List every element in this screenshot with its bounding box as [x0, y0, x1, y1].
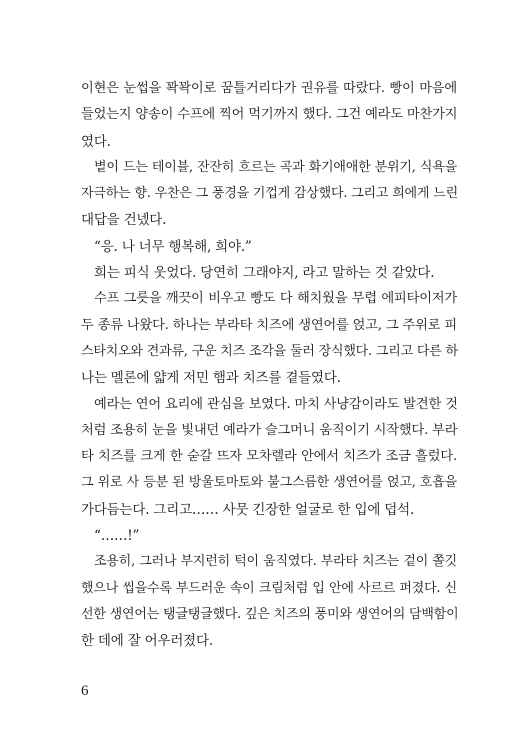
- text-line: 수프 그릇을 깨끗이 비우고 빵도 다 해치웠을 무렵 에피타이저가: [94, 291, 457, 307]
- text-line: 했으나 씹을수록 부드러운 속이 크림처럼 입 안에 사르르 퍼졌다. 신: [81, 580, 457, 596]
- text-line: 나는 멜론에 얇게 저민 햄과 치즈를 곁들였다.: [81, 370, 341, 387]
- text-line: 이현은 눈썹을 꽉꽉이로 꿈틀거리다가 권유를 따랐다. 빵이 마음에: [81, 81, 457, 96]
- text-line: 선한 생연어는 탱글탱글했다. 깊은 치즈의 풍미와 생연어의 담백함이: [81, 606, 459, 622]
- text-line: 가다듬는다. 그리고…… 사뭇 긴장한 얼굴로 한 입에 덥석.: [81, 501, 415, 518]
- text-line: 자극하는 향. 우찬은 그 풍경을 기껍게 감상했다. 그리고 희에게 느린: [81, 186, 458, 202]
- text-line: “응. 나 너무 행복해, 희야.”: [94, 238, 252, 255]
- body-text: [81, 76, 457, 655]
- text-line: 한 데에 잘 어우러졌다.: [81, 633, 213, 650]
- text-line: 였다.: [81, 133, 111, 150]
- text-line: 두 종류 나왔다. 하나는 부라타 치즈에 생연어를 얹고, 그 주위로 피: [81, 317, 457, 333]
- text-line: “……!”: [94, 528, 140, 545]
- page-number: 6: [81, 683, 89, 699]
- text-line: 조용히, 그러나 부지런히 턱이 움직였다. 부라타 치즈는 겉이 쫄깃: [94, 554, 457, 570]
- text-line: 들었는지 양송이 수프에 찍어 먹기까지 했다. 그건 예라도 마찬가지: [81, 107, 458, 123]
- text-line: 대답을 건넸다.: [81, 212, 167, 229]
- text-line: 처럼 조용히 눈을 빛내던 예라가 슬그머니 움직이기 시작했다. 부라: [81, 422, 458, 438]
- text-line: 그 위로 사 등분 된 방울토마토와 불그스름한 생연어를 얹고, 호흡을: [81, 475, 457, 491]
- text-line: 타 치즈를 크게 한 숟갈 뜨자 모차렐라 안에서 치즈가 조금 흘렀다.: [81, 449, 457, 465]
- text-line: 스타치오와 견과류, 구운 치즈 조각을 둘러 장식했다. 그리고 다른 하: [81, 343, 458, 359]
- text-line: 볕이 드는 테이블, 잔잔히 흐르는 곡과 화기애애한 분위기, 식욕을: [94, 159, 457, 175]
- text-line: 예라는 연어 요리에 관심을 보였다. 마치 사냥감이라도 발견한 것: [94, 396, 458, 412]
- text-line: 희는 피식 웃었다. 당연히 그래야지, 라고 말하는 것 같았다.: [94, 265, 435, 282]
